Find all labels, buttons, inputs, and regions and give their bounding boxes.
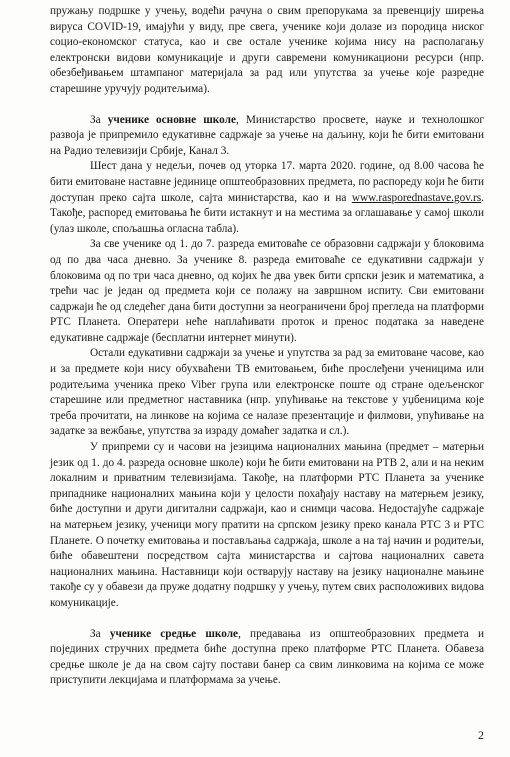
paragraph-grade-blocks: За све ученике од 1. до 7. разреда емитоваће се образовни садржаји у блоковима од по два часа дневно. За ученике 8. разреда емитоваће се едукативни садржаји у блоковима од по три часа дневно, од којих ће два увек бити српски језик и математика, а трећи час је један од предмета који се полажу на завршном испиту. Сви емитовани садржаји ће од следећег дана бити доступни за неограничени број прегледа на платформи РТС Планета. Оператери неће наплаћивати проток и пренос података за наведене едукативне садржаје (бесплатни интернет минути). [50,238,484,344]
paragraph-broadcast-schedule: Шест дана у недељи, почев од уторка 17. марта 2020. године, од 8.00 часова ће бити емитоване наставне јединице општеобразовних предмета, по распореду који ће бити доступан преко сајта школе, сајта министарства, као и на www.rasporednastave.gov.rs. Такође, распоред емитовања ће бити истакнут и на местима за оглашавање у самој школи (улаз школе, спољашња огласна табла). [50,160,484,235]
paragraph-support-continuation: пружању подршке у учењу, водећи рачуна о свим препорукама за превенцију ширења вируса COVID-19, имајући у виду, пре свега, ученике који долазе из породица ниског социо-економског статуса, као и све остале ученике којима нису на располагању електронски видови комуникације и други савремени комуникациони ресурси (нпр. обезбеђивањем штампаног материјала за рад или упутства за учење које разредне старешине уручују родитељима). [50,5,484,95]
paragraph-primary-school-intro: За ученике основне школе, Министарство просвете, науке и технолошког развоја је припремило едукативне садржаје за учење на даљину, који ће бити емитовани на Радио телевизији Србије, Канал 3. [50,113,484,157]
paragraph-secondary-school: За ученике средње школе, предавања из општеобразовних предмета и појединих стручних предмета биће доступна преко платформе РТС Планета. Обавеза средње школе је да на свом сајту постави банер са свим линковима на којима се може приступити лекцијама и платформама за учење. [50,627,484,687]
schedule-website-link[interactable]: www.rasporednastave.gov.rs [351,191,482,204]
page-number: 2 [478,728,484,742]
primary-school-emphasis: ученике основне школе [107,113,236,126]
secondary-school-emphasis: ученике средње школе [109,627,239,640]
paragraph-other-content: Остали едукативни садржаји за учење и упутства за рад за емитоване часове, као и за предмете који нису обухваћени ТВ емитовањем, биће прослеђени ученицима или родитељима ученика преко Viber група или електронске поште од стране одељенског старешине или предметног наставника (нпр. упућивање на текстове у уџбеницима које треба прочитати, на линкове на којима се налазе презентације и филмови, упућивање на задатке за вежбање, упутства за израду домаћег задатка и сл.). [50,347,484,438]
paragraph-minority-languages: У припреми су и часови на језицима националних мањина (предмет – матерњи језик од 1. до 4. разреда основне школе) који ће бити емитовани на РТВ 2, али и на неким локалним и приватним телевизијама. Такође, на платформи РТС Планета за ученике припаднике националних мањина који у целости похађају наставу на матерњем језику, биће доступни и други дигитални садржаји, као и снимци часова. Недостајуће садржаје на матерњем језику, ученици могу пратити на српском језику преко канала РТС 3 и РТС Планете. О почетку емитовања и постављања садржаја, школе а на тај начин и родитељи, биће обавештени посредством сајта министарства и сајтова националних савета националних мањина. Наставници који остварују наставу на језику националне мањине такође су у обавези да пруже додатну подршку у учењу, путем свих расположивих видова комуникације. [50,441,484,609]
